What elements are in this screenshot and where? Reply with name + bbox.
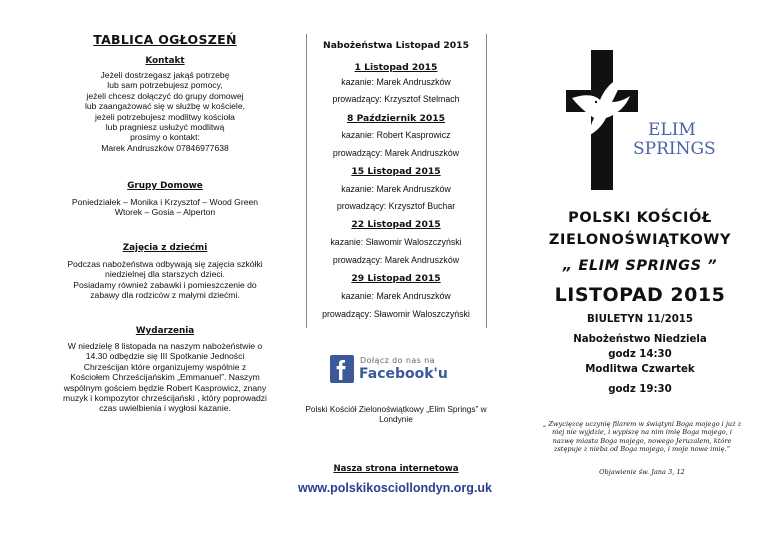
service-sermon: kazanie: Marek Andruszków	[341, 291, 451, 301]
cover-line1: POLSKI KOŚCIÓŁ	[568, 210, 712, 226]
service-lead: prowadzący: Sławomir Waloszczyński	[322, 309, 470, 319]
bible-quote: „ Zwycięzcę uczynię filarem w świątyni Boga mojego i już z niej nie wyjdzie, i wypiszę na nim imię Boga mojego, i nazwę miasta Boga mojego, nowego Jeruzalem, które zstępuje z nieba od Boga mojego, i moje nowe imię.”	[542, 420, 742, 454]
sunday-time: godz 14:30	[608, 349, 672, 360]
cover-month: LISTOPAD 2015	[554, 284, 726, 306]
kids-text: Podczas nabożeństwa odbywają się zajęcia szkółki niedzielnej dla starszych dzieci. Posiadamy również zabawki i pomieszczenie do zabawy dla rodziców z małymi dziećmi.	[67, 259, 263, 301]
contact-heading: Kontakt	[145, 56, 185, 66]
church-name-footer: Polski Kościół Zielonoświątkowy „Elim Springs” w Londynie	[305, 404, 487, 424]
sunday-service: Nabożeństwo Niedziela	[573, 334, 707, 345]
service-4	[306, 219, 486, 273]
service-lead: prowadzący: Krzysztof Buchar	[336, 201, 456, 211]
service-date: 8 Październik 2015	[346, 113, 446, 124]
facebook-banner[interactable]	[330, 355, 460, 385]
services-heading: Nabożeństwa Listopad 2015	[323, 40, 469, 51]
website-url[interactable]: www.polskikosciollondyn.org.uk	[297, 481, 492, 495]
website-heading: Nasza strona internetowa	[333, 464, 459, 474]
thursday-prayer: Modlitwa Czwartek	[585, 364, 695, 375]
service-sermon: kazanie: Marek Andruszków	[341, 77, 451, 87]
home-groups-heading: Grupy Domowe	[127, 181, 203, 191]
service-1	[306, 62, 486, 113]
contact-text: Jeżeli dostrzegasz jakąś potrzebę lub sam potrzebujesz pomocy, jeżeli chcesz dołączyć do grupy domowej lub zaangażować się w służbę w kościele, jeżeli potrzebujesz modlitwy kościoła lub pragniesz usłużyć modlitwą prosimy o kontakt: Marek Andruszków 07846977638	[84, 70, 246, 153]
service-5	[306, 273, 486, 327]
service-sermon: kazanie: Robert Kasprowicz	[341, 130, 451, 140]
cover-line3: „ ELIM SPRINGS ”	[562, 258, 718, 274]
service-sermon: kazanie: Sławomir Waloszczyński	[330, 237, 462, 247]
service-lead: prowadzący: Marek Andruszków	[332, 148, 460, 158]
bible-quote-reference: Objawienie św. Jana 3, 12	[599, 468, 685, 476]
facebook-line2: Facebook'u	[359, 366, 448, 382]
service-lead: prowadzący: Marek Andruszków	[332, 255, 460, 265]
services-list	[306, 62, 486, 327]
service-lead: prowadzący: Krzysztof Stelmach	[332, 94, 460, 104]
kids-heading: Zajęcia z dziećmi	[122, 243, 208, 253]
home-groups-text: Poniedziałek – Monika i Krzysztof – Wood Green Wtorek – Gosia – Alperton	[71, 197, 259, 218]
service-2	[306, 113, 486, 166]
services-right-border	[486, 34, 487, 328]
service-date: 29 Listopad 2015	[351, 273, 441, 284]
board-title: TABLICA OGŁOSZEŃ	[93, 32, 237, 47]
service-date: 15 Listopad 2015	[351, 166, 441, 177]
cross-dove-icon	[566, 50, 638, 190]
logo-word-elim: ELIM	[648, 120, 696, 140]
events-text: W niedzielę 8 listopada na naszym nabożeństwie o 14.30 odbędzie się III Spotkanie Jedności Chrześcijan które organizujemy wspólnie z Kościołem Chrześcijańskim „Emmanuel”. Naszym wspólnym gościem będzie Robert Kasprowicz, znany muzyk i kompozytor chrześcijański , który poprowadzi czas uwielbienia i wygłosi kazanie.	[63, 341, 267, 414]
service-sermon: kazanie: Marek Andruszków	[341, 184, 451, 194]
events-heading: Wydarzenia	[135, 326, 195, 336]
facebook-line1: Dołącz do nas na	[360, 356, 435, 365]
service-date: 22 Listopad 2015	[351, 219, 441, 230]
thursday-time: godz 19:30	[608, 384, 672, 395]
service-3	[306, 166, 486, 219]
service-date: 1 Listopad 2015	[354, 62, 438, 73]
cover-line2: ZIELONOŚWIĄTKOWY	[548, 232, 732, 248]
bulletin-number: BIULETYN 11/2015	[587, 314, 693, 325]
facebook-icon	[330, 355, 354, 383]
logo-word-springs: SPRINGS	[633, 139, 716, 159]
